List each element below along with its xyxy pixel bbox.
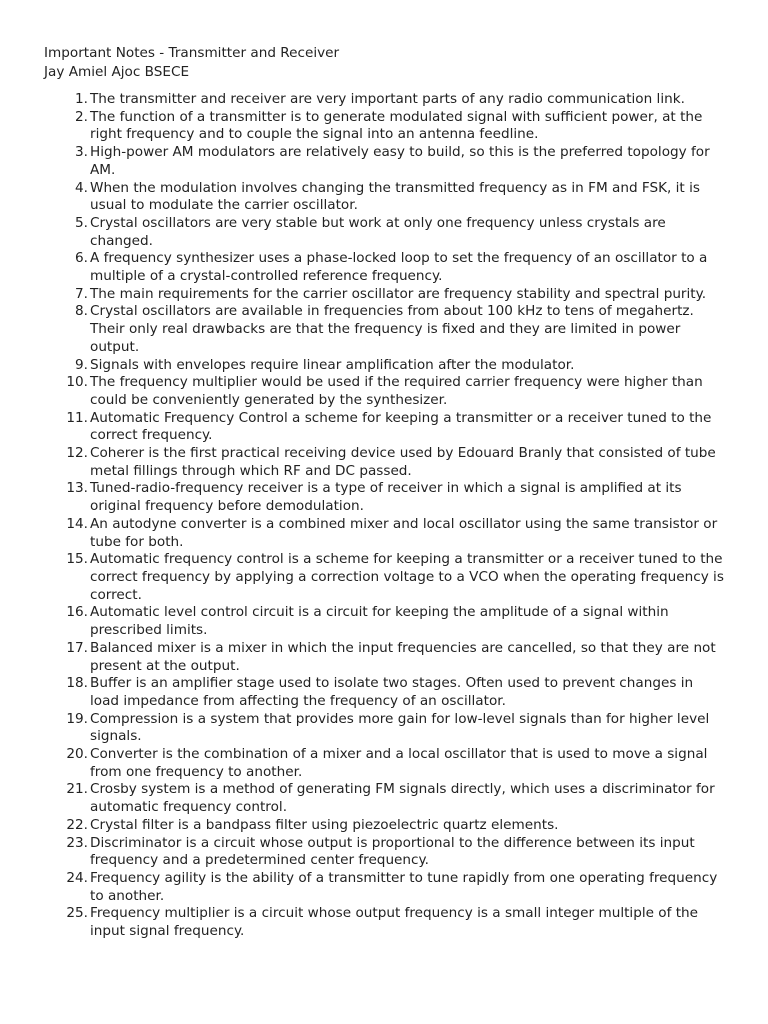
list-item-number: 3. xyxy=(75,144,88,161)
list-item xyxy=(44,410,724,445)
list-item xyxy=(44,180,724,215)
list-item-number: 5. xyxy=(75,214,88,231)
list-item-number: 11. xyxy=(66,409,88,426)
list-item-text: The function of a transmitter is to generate modulated signal with sufficient power, at the right frequency and to couple the signal into an antenna feedline. xyxy=(90,108,703,143)
list-item-text: An autodyne converter is a combined mixer and local oscillator using the same transistor or tube for both. xyxy=(90,515,718,550)
list-item-number: 17. xyxy=(66,639,88,656)
list-item-text: Compression is a system that provides more gain for low-level signals than for higher level signals. xyxy=(90,710,710,745)
list-item-text: Crystal oscillators are available in frequencies from about 100 kHz to tens of megahertz. Their only real drawbacks are that the frequency is fixed and they are limited in power output. xyxy=(90,303,694,355)
list-item-number: 9. xyxy=(75,356,88,373)
list-item-text: Balanced mixer is a mixer in which the input frequencies are cancelled, so that they are not present at the output. xyxy=(90,639,716,674)
document-title: Important Notes - Transmitter and Receiver xyxy=(44,45,340,61)
list-item xyxy=(44,870,724,905)
list-item xyxy=(44,91,724,109)
list-item xyxy=(44,357,724,375)
list-item-number: 8. xyxy=(75,303,88,320)
list-item xyxy=(44,480,724,515)
list-item xyxy=(44,604,724,639)
list-item-text: When the modulation involves changing the transmitted frequency as in FM and FSK, it is usual to modulate the carrier oscillator. xyxy=(90,179,700,214)
list-item xyxy=(44,905,724,940)
list-item-text: Frequency multiplier is a circuit whose output frequency is a small integer multiple of the input signal frequency. xyxy=(90,905,699,940)
list-item-text: Converter is the combination of a mixer and a local oscillator that is used to move a signal from one frequency to another. xyxy=(90,746,708,780)
list-item xyxy=(44,215,724,250)
list-item-text: Crosby system is a method of generating FM signals directly, which uses a discriminator for automatic frequency control. xyxy=(90,781,715,816)
list-item xyxy=(44,144,724,179)
list-item-text: The transmitter and receiver are very important parts of any radio communication link. xyxy=(90,91,685,107)
list-item-number: 6. xyxy=(75,250,88,267)
list-item xyxy=(44,675,724,710)
list-item-text: A frequency synthesizer uses a phase-locked loop to set the frequency of an oscillator to a multiple of a crystal-controlled reference frequency. xyxy=(90,250,708,285)
notes-list xyxy=(44,91,724,941)
list-item xyxy=(44,445,724,480)
list-item-number: 16. xyxy=(66,604,88,621)
list-item xyxy=(44,109,724,144)
list-item-number: 19. xyxy=(66,710,88,727)
list-item-number: 25. xyxy=(66,905,88,922)
list-item-text: Frequency agility is the ability of a transmitter to tune rapidly from one operating frequency to another. xyxy=(90,869,718,904)
list-item-number: 2. xyxy=(75,108,88,125)
document-author: Jay Amiel Ajoc BSECE xyxy=(44,64,190,80)
list-item-number: 4. xyxy=(75,179,88,196)
list-item-number: 23. xyxy=(66,834,88,851)
list-item-text: Coherer is the first practical receiving device used by Edouard Branly that consisted of tube metal fillings through which RF and DC passed. xyxy=(90,445,716,479)
list-item xyxy=(44,551,724,604)
list-item-text: Automatic Frequency Control a scheme for keeping a transmitter or a receiver tuned to the correct frequency. xyxy=(90,409,712,444)
list-item-number: 18. xyxy=(66,675,88,692)
list-item xyxy=(44,250,724,285)
list-item xyxy=(44,781,724,816)
list-item xyxy=(44,711,724,746)
list-item xyxy=(44,374,724,409)
list-item-number: 12. xyxy=(66,445,88,462)
list-item-text: Crystal filter is a bandpass filter using piezoelectric quartz elements. xyxy=(90,816,559,833)
list-item-text: Automatic level control circuit is a circuit for keeping the amplitude of a signal within prescribed limits. xyxy=(90,604,669,639)
list-item-text: The main requirements for the carrier oscillator are frequency stability and spectral purity. xyxy=(90,285,707,302)
list-item-text: Automatic frequency control is a scheme for keeping a transmitter or a receiver tuned to the correct frequency by applying a correction voltage to a VCO when the operating frequency is correct. xyxy=(90,551,724,603)
list-item xyxy=(44,835,724,870)
list-item xyxy=(44,746,724,781)
list-item-number: 7. xyxy=(75,285,88,302)
list-item-text: Tuned-radio-frequency receiver is a type of receiver in which a signal is amplified at its original frequency before demodulation. xyxy=(90,480,682,515)
list-item-number: 22. xyxy=(66,816,88,833)
list-item-text: Buffer is an amplifier stage used to isolate two stages. Often used to prevent changes in load impedance from affecting the frequency of an oscillator. xyxy=(90,675,694,709)
list-item xyxy=(44,640,724,675)
list-item-text: The frequency multiplier would be used if the required carrier frequency were higher than could be conveniently generated by the synthesizer. xyxy=(90,374,703,408)
list-item-number: 10. xyxy=(66,374,88,391)
list-item xyxy=(44,817,724,835)
list-item-text: High-power AM modulators are relatively easy to build, so this is the preferred topology for AM. xyxy=(90,144,710,178)
list-item xyxy=(44,286,724,304)
list-item xyxy=(44,516,724,551)
list-item-number: 15. xyxy=(66,551,88,568)
list-item-number: 14. xyxy=(66,515,88,532)
list-item-text: Discriminator is a circuit whose output is proportional to the difference between its input frequency and a predetermined center frequency. xyxy=(90,834,695,869)
list-item-number: 24. xyxy=(66,869,88,886)
list-item-text: Signals with envelopes require linear amplification after the modulator. xyxy=(90,356,575,373)
list-item-number: 13. xyxy=(66,480,88,497)
list-item-text: Crystal oscillators are very stable but work at only one frequency unless crystals are changed. xyxy=(90,214,666,249)
list-item xyxy=(44,303,724,356)
list-item-number: 20. xyxy=(66,746,88,763)
list-item-number: 1. xyxy=(75,91,88,107)
list-item-number: 21. xyxy=(66,781,88,798)
